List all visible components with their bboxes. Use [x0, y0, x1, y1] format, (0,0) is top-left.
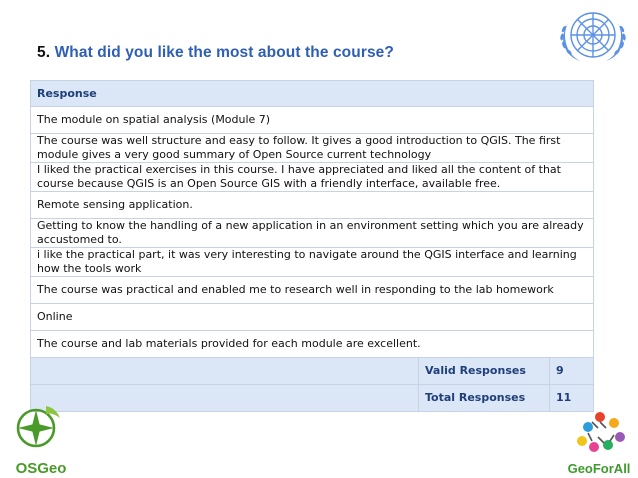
valid-responses-row [31, 358, 594, 385]
summary-spacer [31, 385, 419, 412]
geoforall-logo-icon [560, 405, 638, 478]
table-row [31, 219, 594, 248]
geoforall-label: GeoForAll [567, 461, 631, 476]
table-row [31, 192, 594, 219]
osgeo-label: OSGeo [15, 460, 67, 476]
response-cell: The module on spatial analysis (Module 7) [31, 107, 594, 134]
summary-spacer [31, 358, 419, 385]
response-cell: The course was practical and enabled me to research well in responding to the lab homework [31, 277, 594, 304]
table-row [31, 277, 594, 304]
table-row [31, 134, 594, 163]
response-cell: The course and lab materials provided for each module are excellent. [31, 331, 594, 358]
response-cell: i like the practical part, it was very interesting to navigate around the QGIS interface and learning how the tools work [31, 248, 594, 277]
valid-responses-value: 9 [550, 358, 594, 385]
un-emblem-icon [552, 3, 634, 67]
response-cell: Getting to know the handling of a new application in an environment setting which you are already accustomed to. [31, 219, 594, 248]
table-row [31, 304, 594, 331]
question-text: What did you like the most about the course? [54, 44, 394, 61]
total-responses-label: Total Responses [419, 385, 550, 412]
total-responses-row [31, 385, 594, 412]
valid-responses-label: Valid Responses [419, 358, 550, 385]
table-header-row [31, 81, 594, 107]
response-column-header: Response [31, 81, 594, 107]
question-title [37, 44, 394, 62]
total-responses-value: 11 [550, 385, 594, 412]
table-row [31, 107, 594, 134]
response-table [30, 80, 594, 412]
osgeo-logo-icon [6, 402, 76, 476]
table-row [31, 331, 594, 358]
response-cell: Online [31, 304, 594, 331]
response-cell: I liked the practical exercises in this course. I have appreciated and liked all the content of that course because QGIS is an Open Source GIS with a friendly interface, available free. [31, 163, 594, 192]
table-row [31, 248, 594, 277]
table-row [31, 163, 594, 192]
response-cell: The course was well structure and easy to follow. It gives a good introduction to QGIS. The first module gives a very good summary of Open Source current technology [31, 134, 594, 163]
question-number: 5. [37, 44, 51, 61]
response-cell: Remote sensing application. [31, 192, 594, 219]
